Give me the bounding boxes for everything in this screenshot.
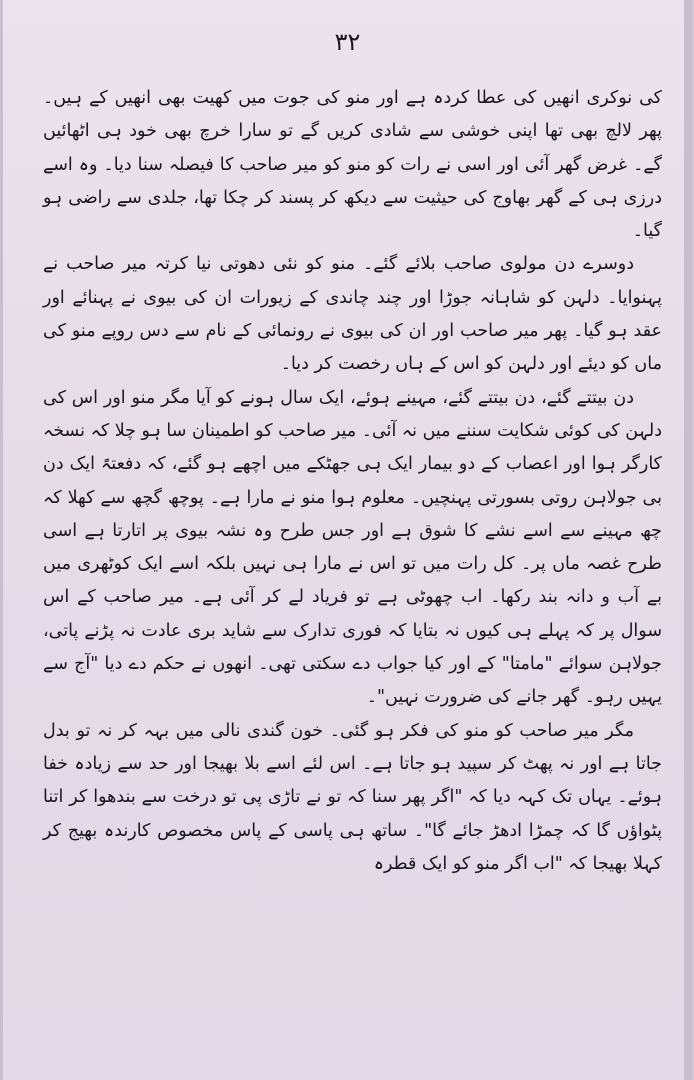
paragraph: کی نوکری انھیں کی عطا کردہ ہے اور منو کی جوت میں کھیت بھی انھیں کے ہیں۔ پھر لالچ بھی تھا اپنی خوشی سے شادی کریں گے تو سارا خرچ بھی خود ہی اٹھائیں گے۔ غرض گھر آئی اور اسی نے رات کو منو کو میر صاحب کا فیصلہ سنا دیا۔ وہ اسے درزی ہی کے گھر بھاوج کی حیثیت سے دیکھ کر پسند کر چکا تھا، جلدی سے راضی ہو گیا۔ [43,88,662,242]
paragraph: دوسرے دن مولوی صاحب بلائے گئے۔ منو کو نئی دھوتی نیا کرتہ میر صاحب نے پہنوایا۔ دلہن کو شاہانہ جوڑا اور چند چاندی کے زیورات ان کی بیوی نے پہنائے اور عقد ہو گیا۔ پھر میر صاحب اور ان کی بیوی نے رونمائی کے نام سے دس روپے منو کی ماں کو دیئے اور دلہن کو اس کے ہاں رخصت کر دیا۔ [43,254,662,375]
page-number: ۳۲ [334,28,361,56]
paragraph: مگر میر صاحب کو منو کی فکر ہو گئی۔ خون گندی نالی میں بہہ کر نہ تو بدل جاتا ہے اور نہ پھٹ کر سپید ہو جاتا ہے۔ اس لئے اسے بلا بھیجا اور حد سے زیادہ خفا ہوئے۔ یہاں تک کہہ دیا کہ "اگر پھر سنا کہ تو نے تاڑی پی تو درخت سے بندھوا کر اتنا پٹواؤں گا کہ چمڑا ادھڑ جائے گا"۔ ساتھ ہی پاسی کے پاس مخصوص کارندہ بھیج کر کہلا بھیجا کہ "اب اگر منو کو ایک قطرہ [43,720,662,874]
page-edge-shadow [684,0,692,1080]
paragraph: دن بیتتے گئے، دن بیتتے گئے، مہینے ہوئے، ایک سال ہونے کو آیا مگر منو اور اس کی دلہن کی کوئی شکایت سننے میں نہ آئی۔ میر صاحب کو اطمینان سا ہو چلا کہ نسخہ کارگر ہوا اور اعصاب کے دو بیمار ایک ہی جھٹکے میں اچھے ہو گئے، کہ دفعتہً ایک دن بی جولاہن روتی بسورتی پہنچیں۔ معلوم ہوا منو نے مارا ہے۔ پوچھ گچھ سے کھلا کہ چھ مہینے سے اسے نشے کا شوق ہے اور جس طرح وہ نشہ بیوی پر اتارتا ہے اسی طرح غصہ ماں پر۔ کل رات میں تو اس نے مارا ہی نہیں بلکہ اسے ایک کوٹھری میں بے آب و دانہ بند رکھا۔ اب چھوٹی ہے تو فریاد لے کر آئی ہے۔ میر صاحب کے اس سوال پر کہ پہلے ہی کیوں نہ بتایا کہ فوری تدارک سے شاید بری عادت نہ پڑنے پاتی، جولاہن سوائے "مامتا" کے اور کیا جواب دے سکتی تھی۔ انھوں نے حکم دے دیا "آج سے یہیں رہو۔ گھر جانے کی ضرورت نہیں"۔ [42,387,662,708]
body-text [43,82,662,881]
